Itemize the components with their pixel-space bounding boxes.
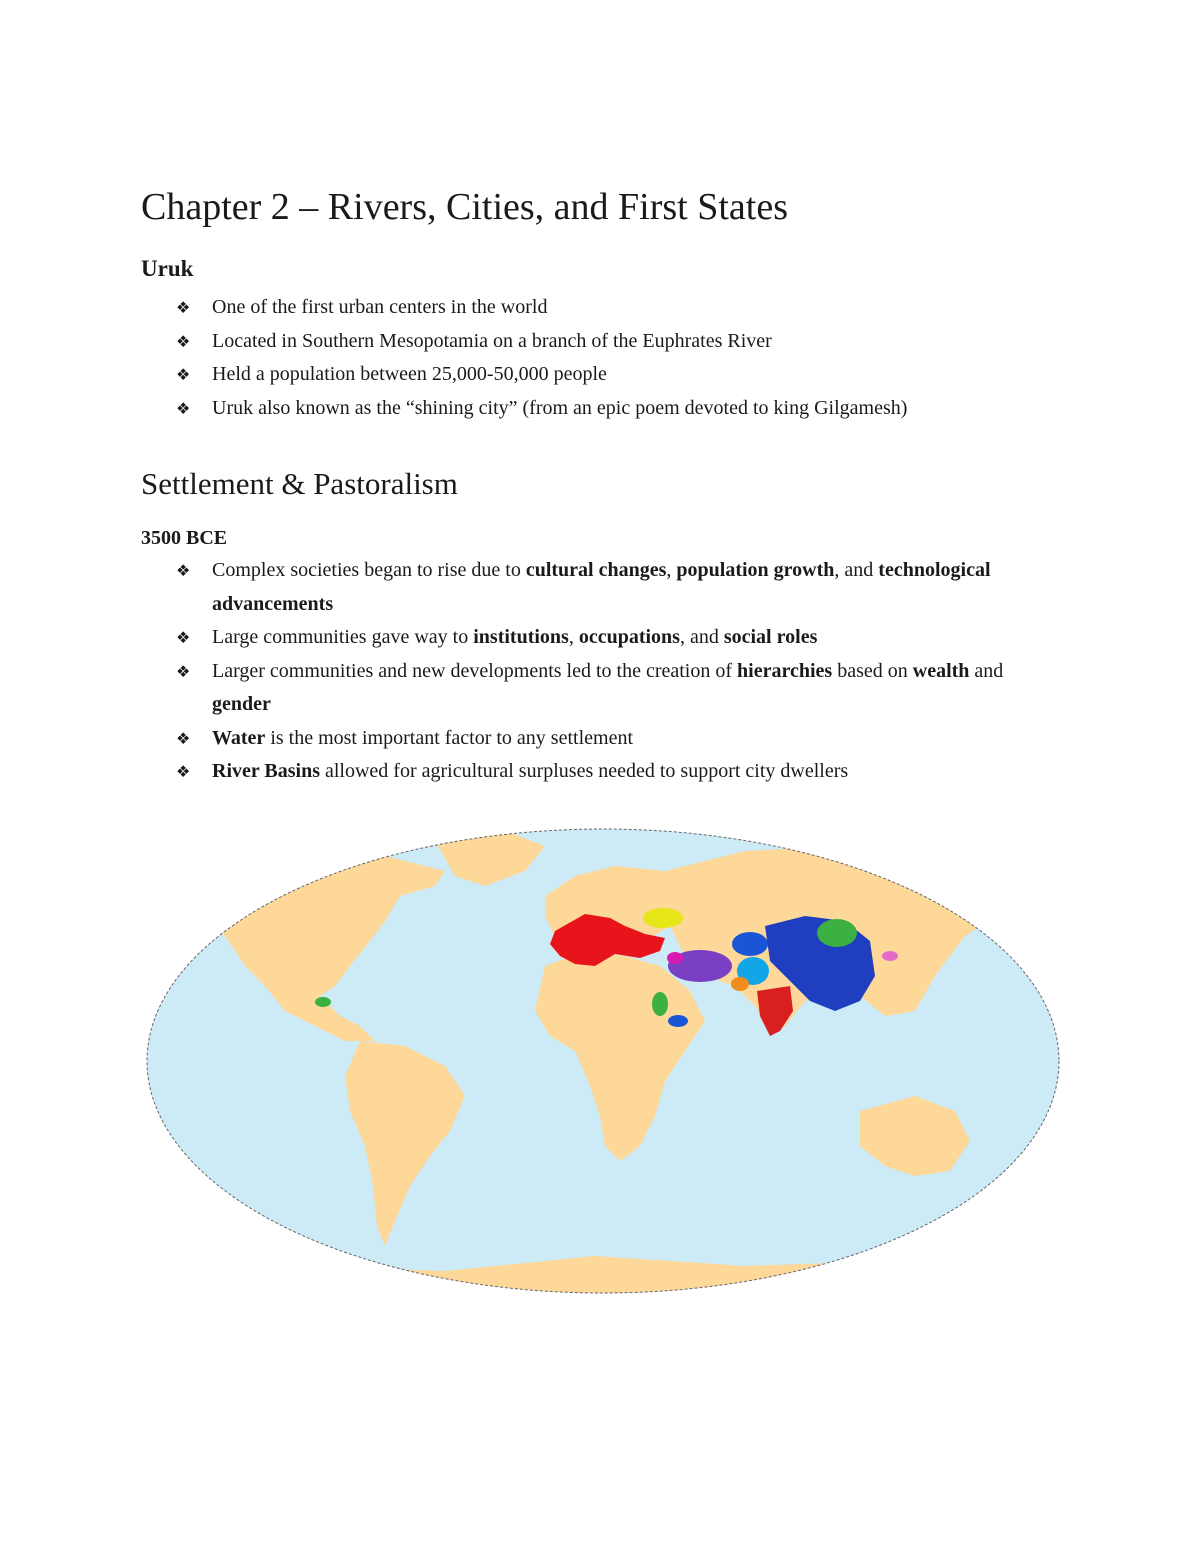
bold-term: technological advancements	[212, 559, 991, 615]
pink-region	[882, 951, 898, 961]
bullet-text: Large communities gave way to	[212, 626, 474, 648]
settlement-bullet-item	[176, 755, 1036, 789]
diamond-bullet-icon: ❖	[176, 365, 191, 384]
orange-region	[731, 977, 749, 991]
kushan-region	[732, 932, 768, 956]
world-map	[145, 826, 1061, 1296]
date-subheading: 3500 BCE	[141, 527, 228, 549]
settlement-bullet-item	[176, 655, 1036, 722]
settlement-bullet-item	[176, 722, 1036, 756]
bold-term: gender	[212, 693, 271, 715]
bullet-text: based on	[832, 659, 913, 682]
diamond-bullet-icon: ❖	[176, 728, 191, 748]
diamond-bullet-icon: ❖	[176, 331, 191, 351]
diamond-bullet-icon: ❖	[176, 298, 191, 317]
uruk-bullet-item	[176, 392, 1036, 426]
diamond-bullet-icon: ❖	[176, 561, 191, 580]
uruk-bullet-item	[176, 358, 1036, 392]
blue-region-arabia	[668, 1015, 688, 1027]
uruk-bullet-list	[176, 291, 1036, 425]
bullet-text: Complex societies began to rise due to	[212, 559, 526, 581]
bullet-text: , and	[834, 559, 879, 581]
bullet-text: ,	[666, 559, 677, 581]
diamond-bullet-icon: ❖	[176, 398, 191, 418]
mesoamerica-region	[315, 997, 331, 1007]
bullet-text: Held a population between 25,000-50,000 people	[212, 363, 607, 385]
bullet-text: and	[969, 659, 1004, 682]
diamond-bullet-icon: ❖	[176, 661, 191, 681]
bullet-text: Uruk also known as the “shining city” (from an epic poem devoted to king Gilgamesh)	[212, 396, 908, 419]
bullet-text: Located in Southern Mesopotamia on a branch of the Euphrates River	[212, 329, 772, 352]
uruk-bullet-item	[176, 291, 1036, 325]
steppe-region	[643, 908, 683, 928]
section-uruk-heading: Uruk	[141, 256, 194, 281]
bold-term: River Basins	[212, 760, 320, 782]
page-title: Chapter 2 – Rivers, Cities, and First States	[141, 186, 789, 228]
bullet-text: ,	[568, 626, 579, 648]
settlement-bullet-list	[176, 554, 1036, 789]
magenta-region	[667, 952, 683, 964]
bullet-text: is the most important factor to any settlement	[265, 726, 634, 749]
bold-term: institutions	[473, 626, 569, 648]
bullet-text: One of the first urban centers in the world	[212, 296, 548, 318]
settlement-bullet-item	[176, 621, 1036, 655]
bold-term: occupations	[578, 626, 680, 648]
section-settlement-heading: Settlement & Pastoralism	[141, 466, 458, 501]
green-region-africa	[652, 992, 668, 1016]
bold-term: wealth	[912, 659, 970, 682]
antarctica	[145, 1256, 1061, 1296]
green-region-north	[817, 919, 857, 947]
bold-term: cultural changes	[525, 559, 667, 581]
bold-term: social roles	[723, 626, 818, 648]
bold-term: population growth	[676, 559, 835, 581]
bullet-text: Larger communities and new developments led to the creation of	[212, 659, 738, 682]
diamond-bullet-icon: ❖	[176, 628, 191, 647]
uruk-bullet-item	[176, 325, 1036, 359]
diamond-bullet-icon: ❖	[176, 762, 191, 781]
bold-term: hierarchies	[737, 659, 833, 682]
world-map-figure	[145, 826, 1061, 1296]
bullet-text: allowed for agricultural surpluses needed to support city dwellers	[319, 760, 849, 782]
bullet-text: , and	[679, 626, 724, 648]
bold-term: Water	[212, 726, 266, 749]
settlement-bullet-item	[176, 554, 1036, 621]
